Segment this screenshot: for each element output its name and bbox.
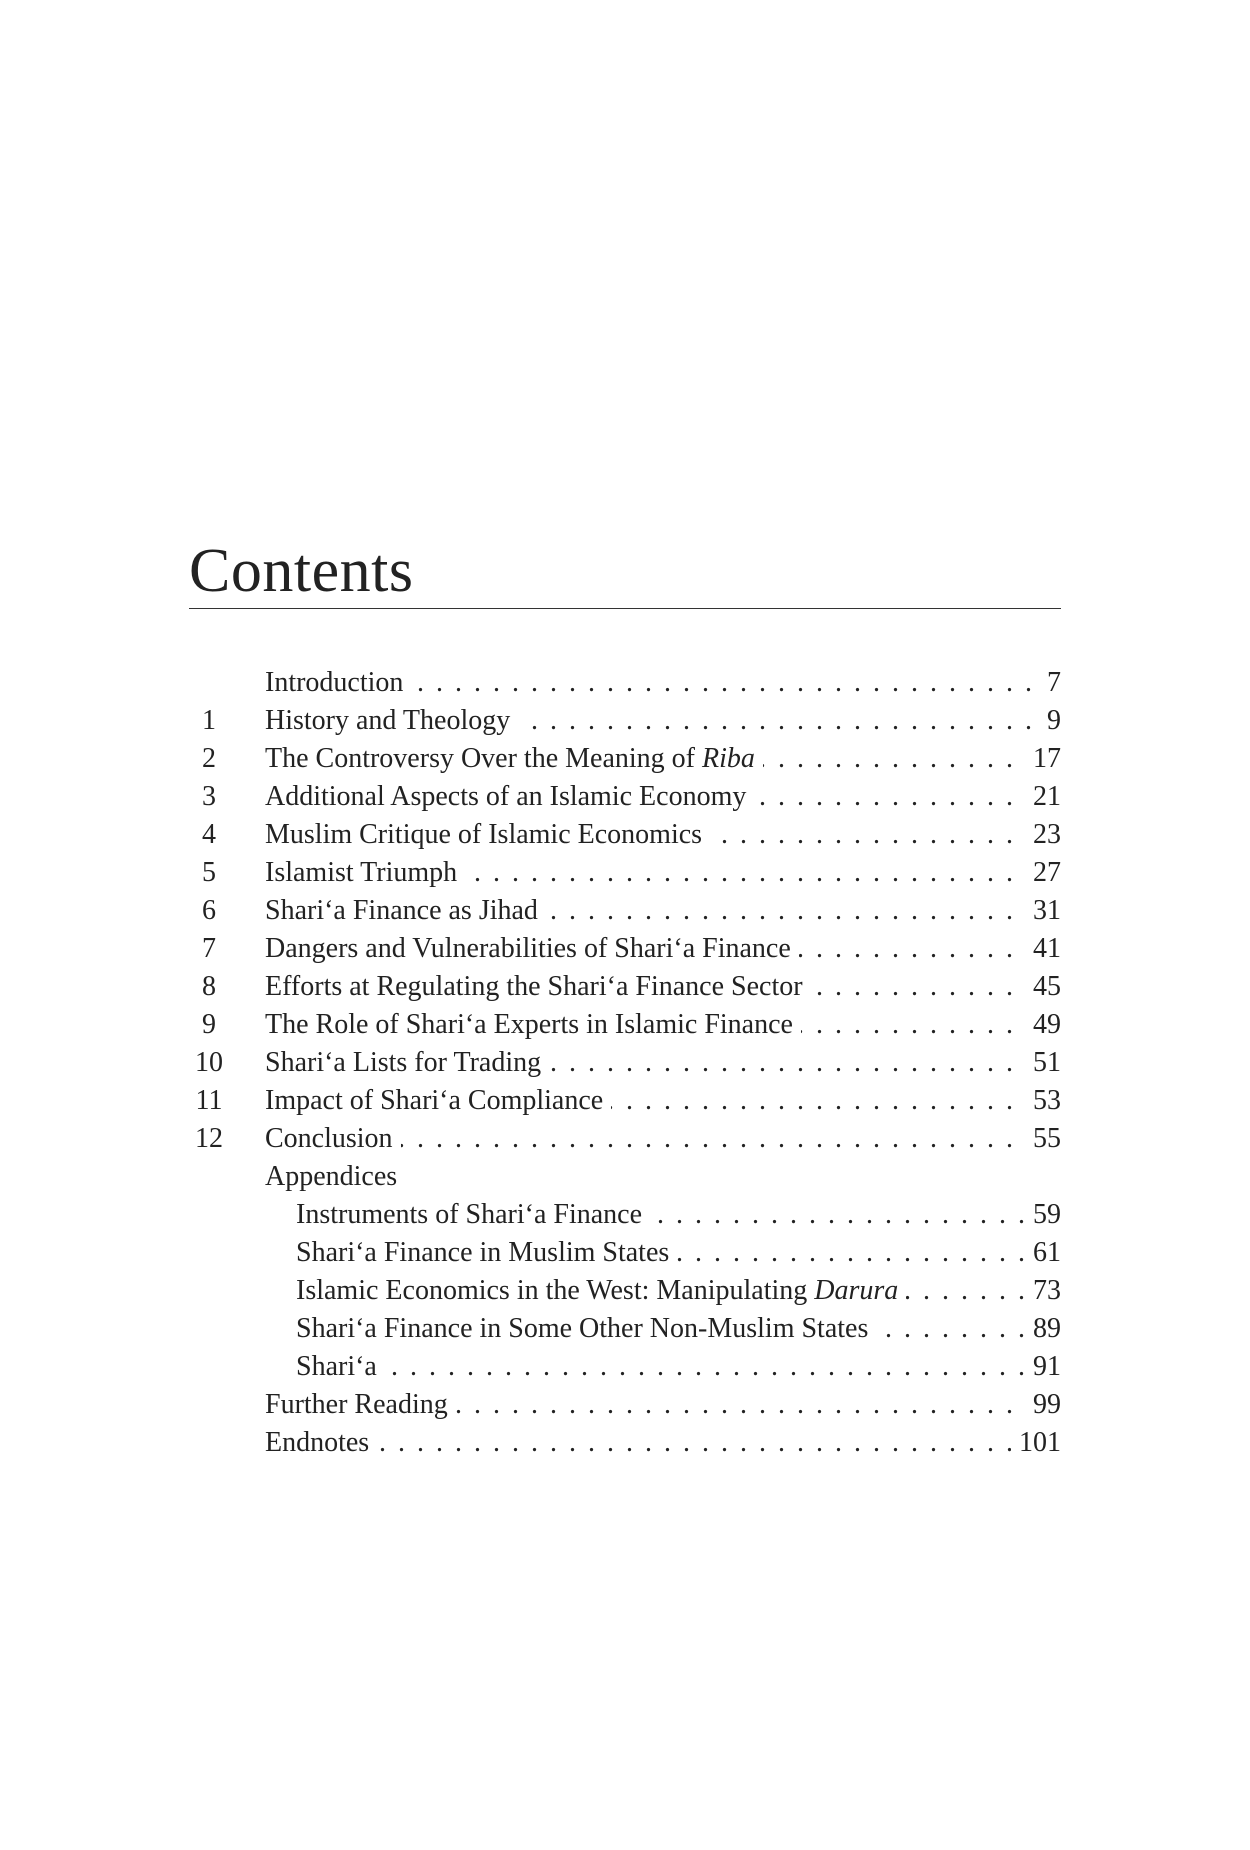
- toc-entry-appendix-3: [189, 1272, 1061, 1310]
- toc-entry-chapter-8: [189, 968, 1061, 1006]
- toc-entry-introduction: [189, 664, 1061, 702]
- entry-title: Introduction: [265, 664, 411, 702]
- entry-title: Islamist Triumph: [265, 854, 465, 892]
- entry-title: Dangers and Vulnerabilities of Shari‘a Finance: [265, 930, 799, 968]
- chapter-number: 9: [202, 1009, 216, 1040]
- entry-title: Impact of Shari‘a Compliance: [265, 1082, 611, 1120]
- toc-entry-chapter-9: [189, 1006, 1061, 1044]
- page-number: 73: [1025, 1272, 1061, 1310]
- page-number: 9: [1039, 702, 1061, 740]
- entry-title: Muslim Critique of Islamic Economics: [265, 816, 710, 854]
- entry-title: Shari‘a: [296, 1348, 385, 1386]
- toc-entry-appendix-4: [189, 1310, 1061, 1348]
- entry-title: The Controversy Over the Meaning of: [265, 743, 695, 774]
- entry-title: Further Reading: [265, 1386, 456, 1424]
- dot-leader: [265, 1424, 1061, 1462]
- toc-entry-chapter-3: [189, 778, 1061, 816]
- entry-title: Endnotes: [265, 1424, 377, 1462]
- toc-entry-chapter-4: [189, 816, 1061, 854]
- entry-title: History and Theology: [265, 702, 518, 740]
- page-number: 53: [1025, 1082, 1061, 1120]
- page-number: 23: [1025, 816, 1061, 854]
- chapter-number: 11: [195, 1085, 223, 1116]
- page-number: 55: [1025, 1120, 1061, 1158]
- page-number: 31: [1025, 892, 1061, 930]
- page-number: 27: [1025, 854, 1061, 892]
- entry-title: Efforts at Regulating the Shari‘a Finance Sector: [265, 968, 811, 1006]
- page-number: 45: [1025, 968, 1061, 1006]
- page-number: 7: [1039, 664, 1061, 702]
- chapter-number: 1: [202, 705, 216, 736]
- entry-title: Shari‘a Finance in Muslim States: [296, 1234, 677, 1272]
- entry-title: Shari‘a Lists for Trading: [265, 1044, 549, 1082]
- chapter-number: 2: [202, 743, 216, 774]
- chapter-number: 10: [195, 1047, 223, 1078]
- chapter-number: 4: [202, 819, 216, 850]
- toc-entry-chapter-6: [189, 892, 1061, 930]
- toc-appendices-heading: [189, 1158, 1061, 1196]
- entry-title-wrapper: [296, 1272, 906, 1310]
- page-number: 61: [1025, 1234, 1061, 1272]
- entry-title: Instruments of Shari‘a Finance: [296, 1196, 650, 1234]
- chapter-number: 6: [202, 895, 216, 926]
- entry-title-italic: Riba: [702, 743, 755, 774]
- entry-title-italic: Darura: [814, 1275, 899, 1306]
- page-number: 41: [1025, 930, 1061, 968]
- page-number: 99: [1025, 1386, 1061, 1424]
- page-number: 21: [1025, 778, 1061, 816]
- toc-list: [189, 664, 1061, 1462]
- toc-entry-chapter-12: [189, 1120, 1061, 1158]
- toc-entry-further-reading: [189, 1386, 1061, 1424]
- table-of-contents: [189, 537, 1061, 1462]
- page-number: 101: [1011, 1424, 1061, 1462]
- entry-title: Shari‘a Finance as Jihad: [265, 892, 546, 930]
- page-number: 91: [1025, 1348, 1061, 1386]
- chapter-number: 7: [202, 933, 216, 964]
- toc-entry-appendix-1: [189, 1196, 1061, 1234]
- toc-entry-chapter-7: [189, 930, 1061, 968]
- page-title: Contents: [189, 540, 1061, 609]
- toc-entry-appendix-5: [189, 1348, 1061, 1386]
- toc-entry-chapter-2: [189, 740, 1061, 778]
- appendices-label: Appendices: [265, 1158, 405, 1196]
- toc-entry-appendix-2: [189, 1234, 1061, 1272]
- toc-entry-chapter-1: [189, 702, 1061, 740]
- chapter-number: 8: [202, 971, 216, 1002]
- entry-title: Islamic Economics in the West: Manipulating: [296, 1275, 808, 1306]
- entry-title: Shari‘a Finance in Some Other Non-Muslim States: [296, 1310, 876, 1348]
- entry-title: The Role of Shari‘a Experts in Islamic Finance: [265, 1006, 801, 1044]
- chapter-number: 12: [195, 1123, 223, 1154]
- chapter-number: 5: [202, 857, 216, 888]
- entry-title: Additional Aspects of an Islamic Economy: [265, 778, 754, 816]
- page-number: 51: [1025, 1044, 1061, 1082]
- toc-entry-endnotes: [189, 1424, 1061, 1462]
- page-number: 89: [1025, 1310, 1061, 1348]
- dot-leader: [296, 1348, 1061, 1386]
- page-number: 49: [1025, 1006, 1061, 1044]
- toc-entry-chapter-5: [189, 854, 1061, 892]
- entry-title-wrapper: [265, 740, 763, 778]
- chapter-number: 3: [202, 781, 216, 812]
- page-number: 17: [1025, 740, 1061, 778]
- entry-title: Conclusion: [265, 1120, 401, 1158]
- toc-entry-chapter-11: [189, 1082, 1061, 1120]
- page-number: 59: [1025, 1196, 1061, 1234]
- toc-entry-chapter-10: [189, 1044, 1061, 1082]
